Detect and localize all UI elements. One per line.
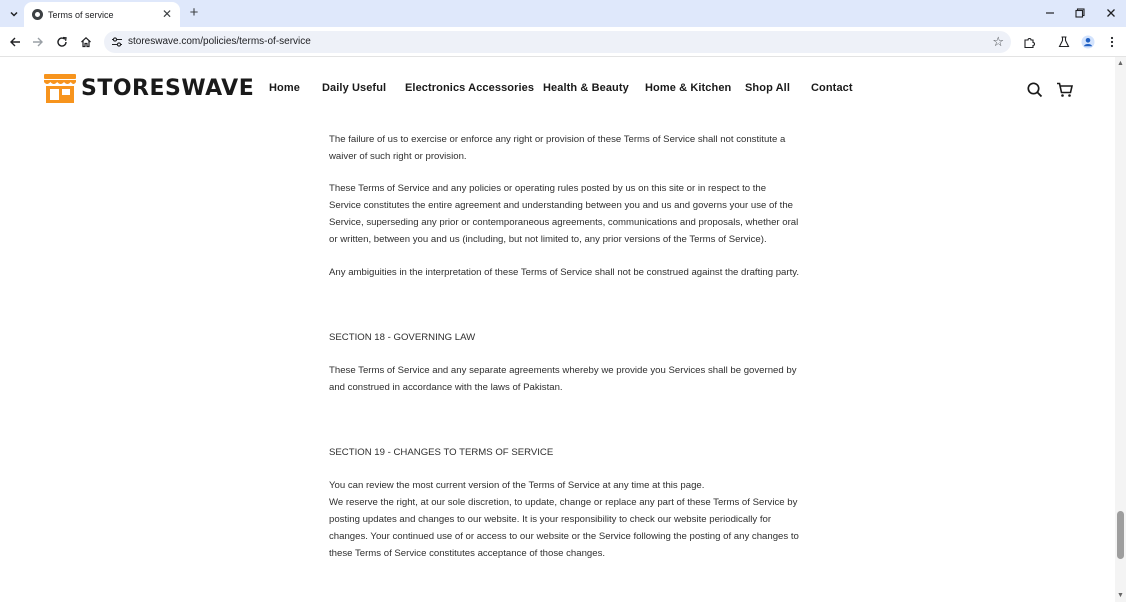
close-window-icon[interactable] (1103, 5, 1119, 21)
forward-arrow-icon[interactable] (29, 33, 47, 51)
nav-shop-all[interactable]: Shop All (745, 82, 790, 94)
nav-home[interactable]: Home (269, 82, 300, 94)
paragraph-waiver: The failure of us to exercise or enforce any right or provision of these Terms of Service shall not constitute a waiver of such right or provision. (329, 134, 786, 162)
site-settings-icon[interactable] (111, 36, 123, 48)
minimize-icon[interactable] (1042, 5, 1058, 21)
paragraph-governing-law: These Terms of Service and any separate agreements whereby we provide you Services shall be governed by and construed in accordance with the laws of Pakistan. (329, 365, 797, 393)
storefront-logo-icon (43, 72, 77, 104)
address-bar[interactable] (104, 31, 1011, 53)
search-icon[interactable] (1026, 81, 1044, 99)
labs-flask-icon[interactable] (1055, 33, 1073, 51)
url-text: storeswave.com/policies/terms-of-service (128, 36, 311, 47)
section-19-heading: SECTION 19 - CHANGES TO TERMS OF SERVICE (329, 447, 554, 458)
bookmark-star-icon[interactable]: ☆ (992, 34, 1004, 49)
nav-contact[interactable]: Contact (811, 82, 853, 94)
page-scrollbar[interactable] (1115, 57, 1126, 602)
scrollbar-thumb[interactable] (1117, 511, 1124, 559)
nav-health-beauty[interactable]: Health & Beauty (543, 82, 629, 94)
back-arrow-icon[interactable] (6, 33, 24, 51)
extensions-puzzle-icon[interactable] (1020, 33, 1038, 51)
site-header (0, 57, 1116, 123)
paragraph-review-terms: You can review the most current version of the Terms of Service at any time at this page. (329, 480, 705, 491)
paragraph-entire-agreement: These Terms of Service and any policies or operating rules posted by us on this site or in respect to the Service constitutes the entire agreement and understanding between you and us and governs your use of the Service, superseding any prior or contemporaneous agreements, communications and proposals, whether oral or written, between you and us (including, but not limited to, any prior versions of the Terms of Service). (329, 183, 799, 245)
close-tab-icon[interactable]: ✕ (161, 7, 173, 21)
globe-icon (32, 9, 43, 20)
paragraph-reserve-right: We reserve the right, at our sole discretion, to update, change or replace any part of these Terms of Service by posting updates and changes to our website. It is your responsibility to check our website periodically for changes. Your continued use of or access to our website or the Service following the posting of any changes to these Terms of Service constitutes acceptance of those changes. (329, 497, 799, 559)
tab-strip (0, 0, 1126, 27)
restore-icon[interactable] (1072, 5, 1088, 21)
browser-toolbar (0, 27, 1126, 57)
cart-icon[interactable] (1056, 81, 1074, 99)
home-icon[interactable] (77, 33, 95, 51)
paragraph-ambiguities: Any ambiguities in the interpretation of these Terms of Service shall not be construed against the drafting party. (329, 267, 799, 278)
browser-menu-icon[interactable] (1103, 33, 1121, 51)
new-tab-plus-icon[interactable]: + (189, 4, 199, 21)
browser-tab[interactable] (24, 2, 180, 27)
reload-icon[interactable] (53, 33, 71, 51)
nav-electronics-accessories[interactable]: Electronics Accessories (405, 82, 535, 94)
nav-home-kitchen[interactable]: Home & Kitchen (645, 82, 732, 94)
scroll-down-arrow-icon[interactable]: ▼ (1117, 592, 1124, 599)
profile-avatar-icon[interactable] (1079, 33, 1097, 51)
brand-name: STORESWAVE (81, 75, 255, 101)
tab-search-chevron-icon[interactable] (5, 5, 23, 23)
tab-title: Terms of service (48, 9, 114, 20)
nav-daily-useful[interactable]: Daily Useful (322, 82, 387, 94)
site-logo[interactable] (43, 72, 254, 104)
scroll-up-arrow-icon[interactable]: ▲ (1117, 60, 1124, 67)
section-18-heading: SECTION 18 - GOVERNING LAW (329, 332, 476, 343)
